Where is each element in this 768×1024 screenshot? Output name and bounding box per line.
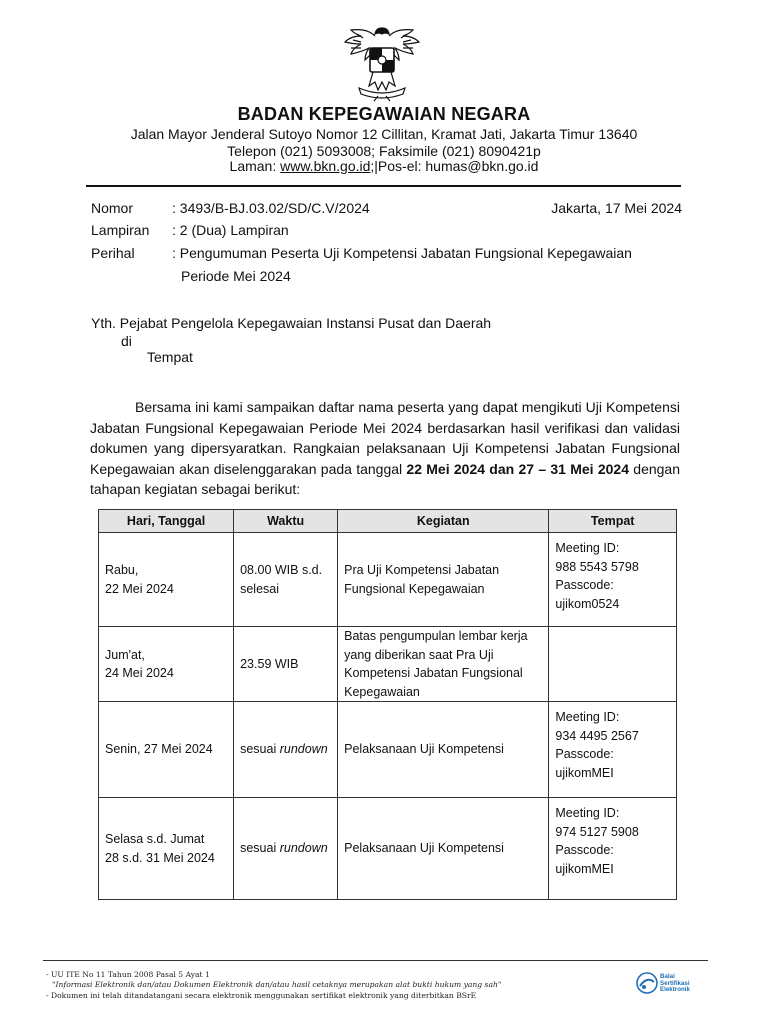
table-row [99,533,677,627]
header-tempat: Tempat [549,510,677,533]
event-dates: 22 Mei 2024 dan 27 – 31 Mei 2024 [406,460,629,477]
org-name: BADAN KEPEGAWAIAN NEGARA [237,104,531,124]
footer-esign-note: - Dokumen ini telah ditandatangani secara elektronik menggunakan sertifikat elektronik yang diterbitkan BSrE [46,991,477,1000]
website-link[interactable]: www.bkn.go.id [280,158,371,174]
cell-tempat [549,627,677,702]
header-waktu: Waktu [234,510,338,533]
nomor-label: Nomor [91,200,134,216]
table-header-row [99,510,677,533]
org-phone: Telepon (021) 5093008; Faksimile (021) 8090421p [227,143,541,159]
addressee-line-1: Yth. Pejabat Pengelola Kepegawaian Instansi Pusat dan Daerah [91,315,492,331]
cell-kegiatan: Batas pengumpulan lembar kerja yang diberikan saat Pra Uji Kompetensi Jabatan Fungsional Kepegawaian [338,627,549,702]
garuda-emblem-icon [337,22,427,102]
cell-waktu: sesuai rundown [234,798,338,900]
table-row [99,798,677,900]
schedule-table [98,509,677,900]
cell-kegiatan: Pra Uji Kompetensi Jabatan Fungsional Kepegawaian [338,533,549,627]
cell-kegiatan: Pelaksanaan Uji Kompetensi [338,798,549,900]
lampiran-value: : 2 (Dua) Lampiran [172,222,289,238]
bsre-logo-icon [636,972,658,994]
header-divider [86,185,681,187]
cell-hari: Jum'at, 24 Mei 2024 [99,627,234,702]
perihal-value-2: Periode Mei 2024 [181,268,291,284]
footer-divider [43,960,708,961]
bsre-label: Balai Sertifikasi Elektronik [660,973,690,994]
cell-kegiatan: Pelaksanaan Uji Kompetensi [338,702,549,798]
nomor-value: : 3493/B-BJ.03.02/SD/C.V/2024 [172,200,370,216]
addressee-line-3: Tempat [147,349,193,365]
footer-law: - UU ITE No 11 Tahun 2008 Pasal 5 Ayat 1 [46,970,210,979]
footer-quote: "Informasi Elektronik dan/atau Dokumen Elektronik dan/atau hasil cetaknya merupakan alat bukti hukum yang sah" [52,980,502,989]
addressee-line-2: di [121,333,132,349]
cell-hari: Selasa s.d. Jumat 28 s.d. 31 Mei 2024 [99,798,234,900]
org-address: Jalan Mayor Jenderal Sutoyo Nomor 12 Cillitan, Kramat Jati, Jakarta Timur 13640 [130,126,638,142]
perihal-value-1: : Pengumuman Peserta Uji Kompetensi Jabatan Fungsional Kepegawaian [172,245,632,261]
cell-waktu: sesuai rundown [234,702,338,798]
cell-waktu: 08.00 WIB s.d. selesai [234,533,338,627]
cell-tempat: Meeting ID: 974 5127 5908 Passcode: ujikomMEI [549,798,677,900]
cell-tempat: Meeting ID: 988 5543 5798 Passcode: ujikom0524 [549,533,677,627]
header-kegiatan: Kegiatan [338,510,549,533]
cell-tempat: Meeting ID: 934 4495 2567 Passcode: ujikomMEI [549,702,677,798]
perihal-label: Perihal [91,245,135,261]
org-contact [0,158,768,174]
body-paragraph: Bersama ini kami sampaikan daftar nama peserta yang dapat mengikuti Uji Kompetensi Jabatan Fungsional Kepegawaian Periode Mei 2024 berdasarkan hasil verifikasi dan validasi dokumen yang dipersyaratkan. Rangkaian pelaksanaan Uji Kompetensi Jabatan Fungsional Kepegawaian akan diselenggarakan pada tanggal 22 Mei 2024 dan 27 – 31 Mei 2024 dengan tahapan kegiatan sebagai berikut: [90,399,680,498]
web-label: Laman: [229,158,281,174]
table-row [99,627,677,702]
cell-hari: Senin, 27 Mei 2024 [99,702,234,798]
lampiran-label: Lampiran [91,222,150,238]
cell-hari: Rabu, 22 Mei 2024 [99,533,234,627]
letter-date: Jakarta, 17 Mei 2024 [551,200,682,216]
cell-waktu: 23.59 WIB [234,627,338,702]
email-text: ;|Pos-el: humas@bkn.go.id [370,158,539,174]
header-hari: Hari, Tanggal [99,510,234,533]
table-row [99,702,677,798]
